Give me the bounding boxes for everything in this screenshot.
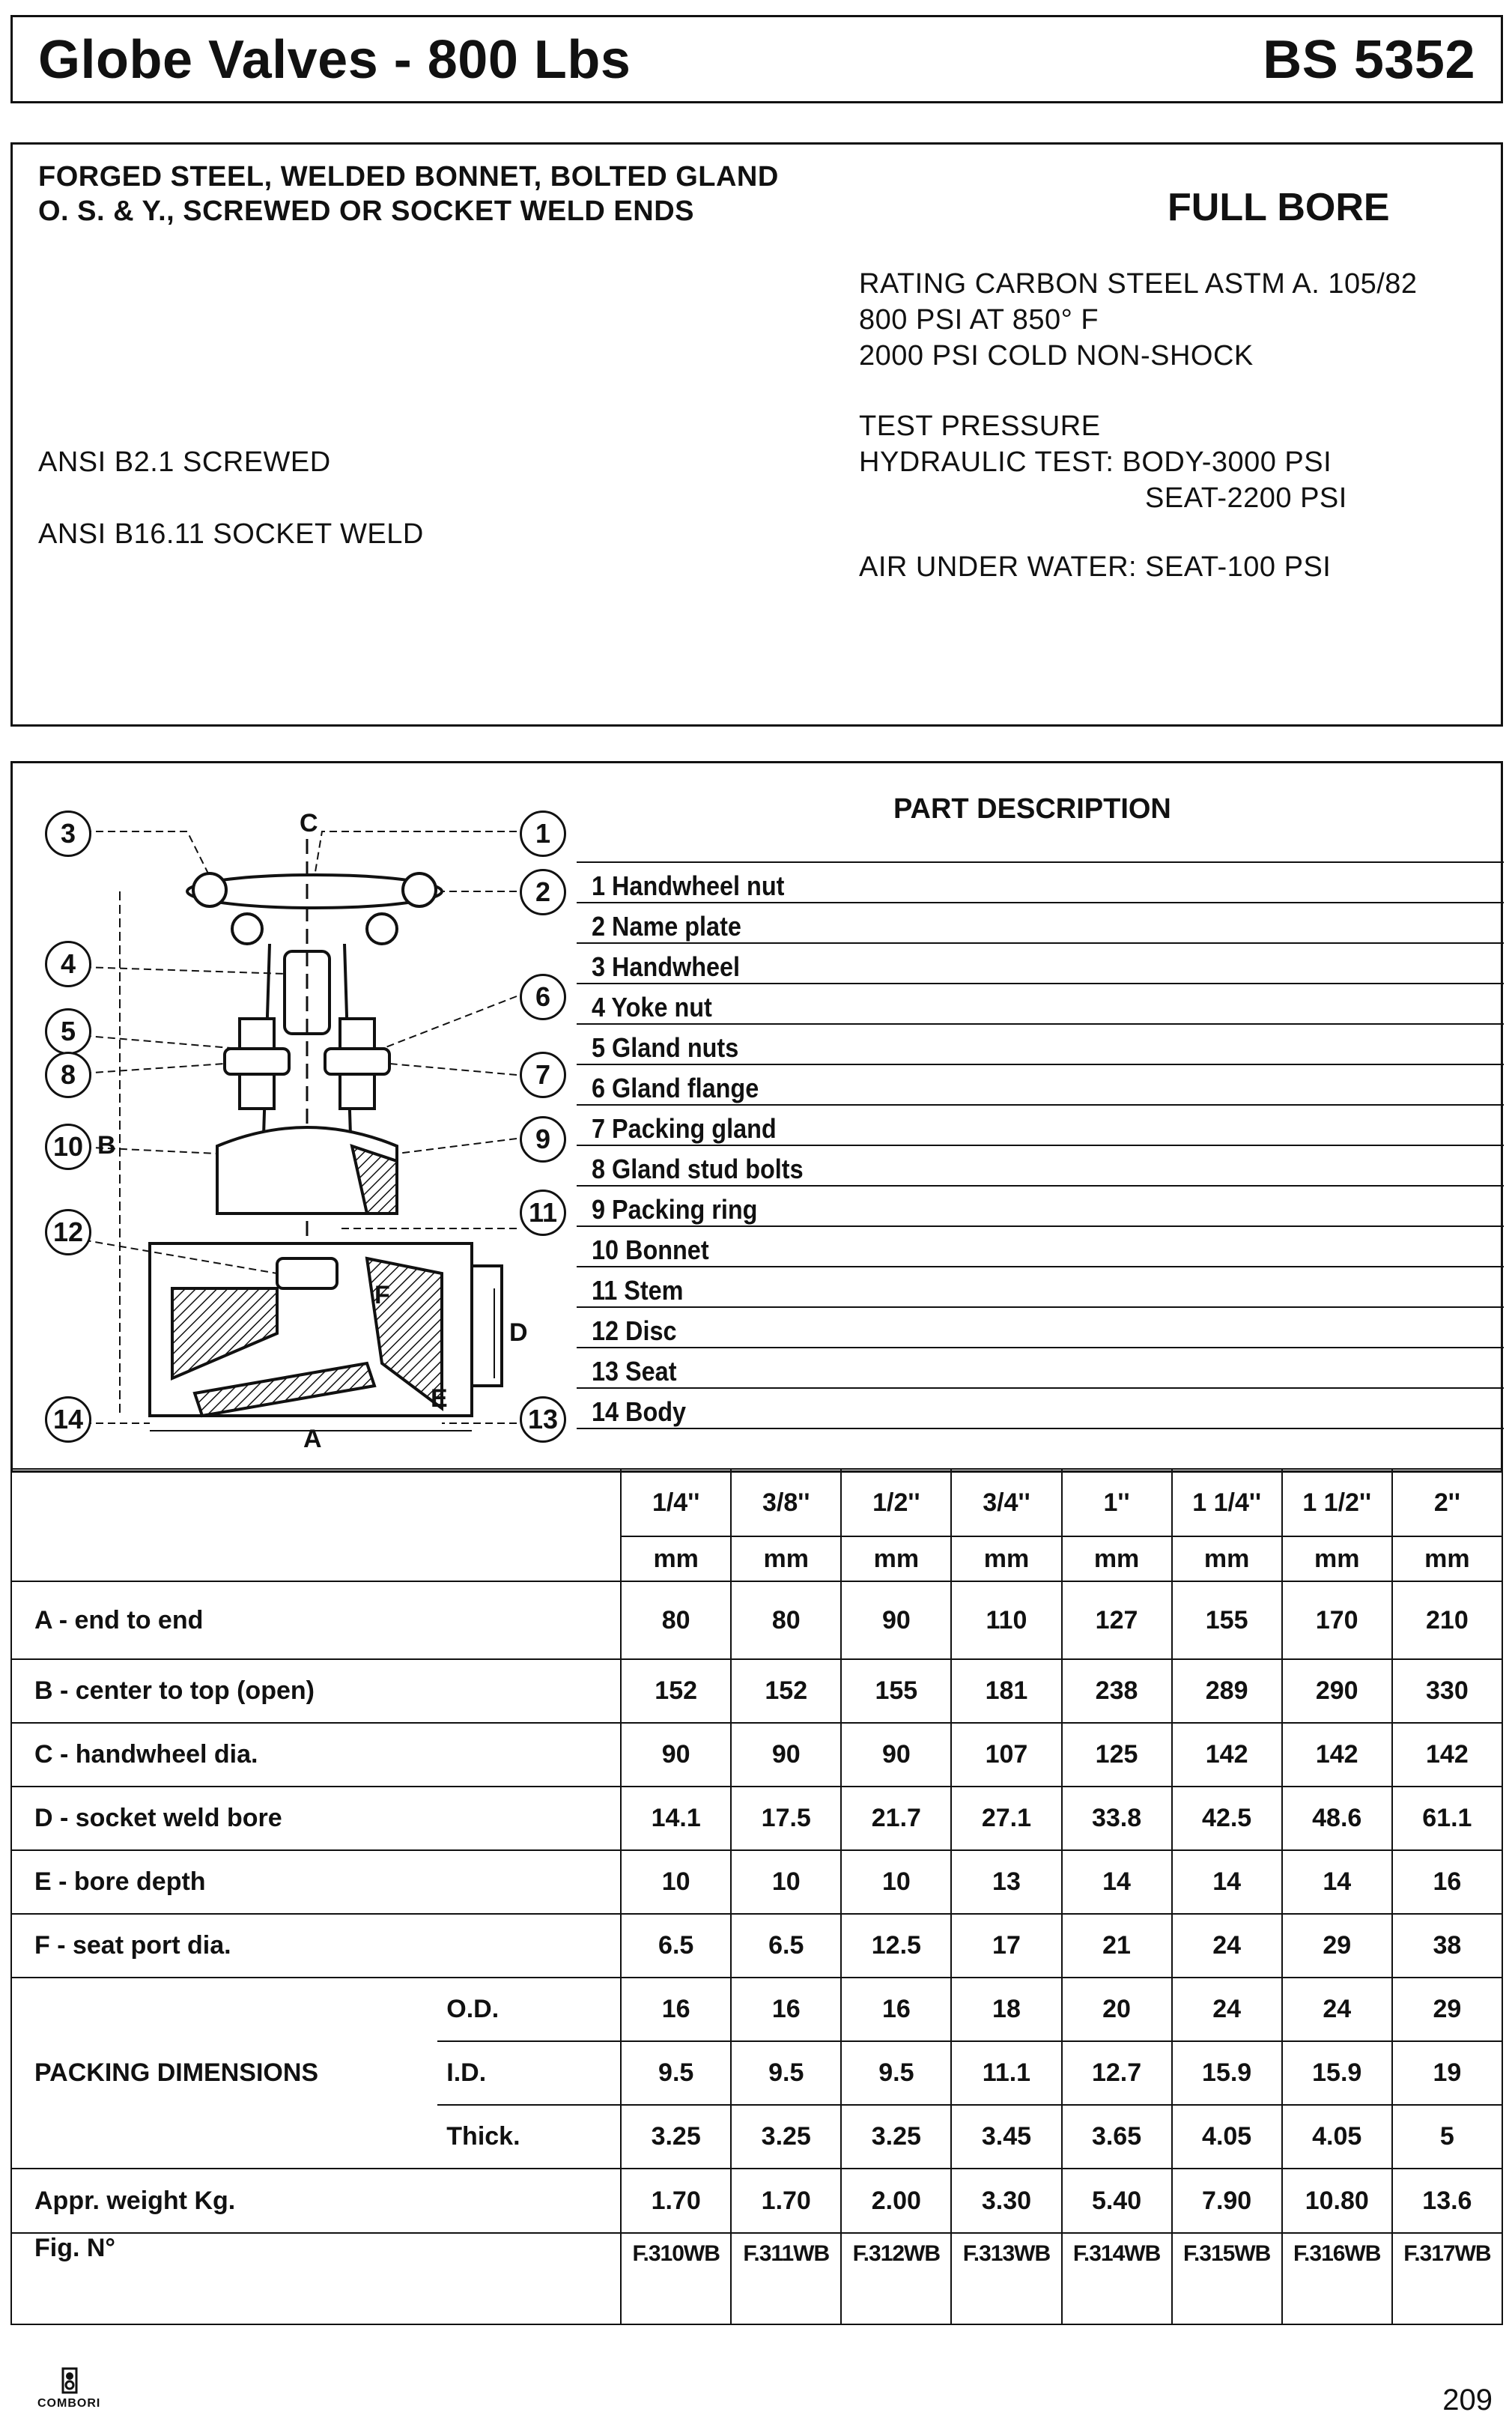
table-row bbox=[11, 1581, 1502, 1659]
part-line bbox=[577, 983, 1504, 984]
part-line bbox=[577, 1306, 1504, 1308]
dim-letter-f: F bbox=[374, 1281, 390, 1309]
value-cell: 142 bbox=[1282, 1723, 1392, 1787]
callout-2: 2 bbox=[520, 869, 566, 915]
value-cell: 125 bbox=[1062, 1723, 1172, 1787]
description-line-1: FORGED STEEL, WELDED BONNET, BOLTED GLAND bbox=[38, 161, 779, 193]
valve-body bbox=[120, 839, 502, 1431]
value-cell: 16 bbox=[1392, 1850, 1502, 1914]
size-header: 1/2'' bbox=[841, 1469, 951, 1536]
value-cell: 6.5 bbox=[621, 1914, 731, 1978]
value-cell: 3.25 bbox=[841, 2105, 951, 2169]
row-label: E - bore depth bbox=[11, 1850, 621, 1914]
part-line bbox=[577, 1145, 1504, 1146]
fig-number: F.316WB bbox=[1282, 2233, 1392, 2324]
value-cell: 24 bbox=[1172, 1978, 1282, 2041]
dim-letter-a: A bbox=[303, 1425, 322, 1453]
part-item: 12 Disc bbox=[592, 1315, 677, 1346]
part-item: 13 Seat bbox=[592, 1356, 677, 1387]
row-label: D - socket weld bore bbox=[11, 1787, 621, 1850]
fig-number: F.315WB bbox=[1172, 2233, 1282, 2324]
value-cell: 289 bbox=[1172, 1659, 1282, 1723]
callout-13: 13 bbox=[520, 1396, 566, 1443]
part-item: 9 Packing ring bbox=[592, 1194, 758, 1225]
table-row bbox=[11, 2169, 1502, 2233]
value-cell: 1.70 bbox=[731, 2169, 841, 2233]
value-cell: 90 bbox=[621, 1723, 731, 1787]
part-item: 7 Packing gland bbox=[592, 1113, 777, 1144]
header-blank bbox=[11, 1469, 621, 1581]
size-header: 3/4'' bbox=[951, 1469, 1061, 1536]
part-line bbox=[577, 1428, 1504, 1429]
value-cell: 170 bbox=[1282, 1581, 1392, 1659]
part-item: 14 Body bbox=[592, 1396, 687, 1427]
value-cell: 1.70 bbox=[621, 2169, 731, 2233]
value-cell: 181 bbox=[951, 1659, 1061, 1723]
part-item: 3 Handwheel bbox=[592, 951, 741, 982]
rating-line-2: 800 PSI AT 850° F bbox=[859, 304, 1099, 336]
value-cell: 4.05 bbox=[1172, 2105, 1282, 2169]
unit-header: mm bbox=[1062, 1536, 1172, 1581]
callout-12: 12 bbox=[45, 1209, 91, 1255]
part-line bbox=[577, 942, 1504, 944]
part-line bbox=[577, 1023, 1504, 1025]
value-cell: 9.5 bbox=[731, 2041, 841, 2105]
part-line bbox=[577, 1347, 1504, 1348]
fig-number: F.314WB bbox=[1062, 2233, 1172, 2324]
value-cell: 110 bbox=[951, 1581, 1061, 1659]
fig-number: F.313WB bbox=[951, 2233, 1061, 2324]
part-line bbox=[577, 1104, 1504, 1106]
value-cell: 20 bbox=[1062, 1978, 1172, 2041]
ansi-socket-weld: ANSI B16.11 SOCKET WELD bbox=[38, 518, 424, 550]
value-cell: 80 bbox=[731, 1581, 841, 1659]
value-cell: 24 bbox=[1282, 1978, 1392, 2041]
value-cell: 3.65 bbox=[1062, 2105, 1172, 2169]
standard-code: BS 5352 bbox=[1263, 30, 1475, 90]
value-cell: 127 bbox=[1062, 1581, 1172, 1659]
value-cell: 155 bbox=[841, 1659, 951, 1723]
value-cell: 9.5 bbox=[621, 2041, 731, 2105]
part-item: 2 Name plate bbox=[592, 911, 741, 942]
callout-11: 11 bbox=[520, 1190, 566, 1236]
part-item: 6 Gland flange bbox=[592, 1073, 759, 1103]
value-cell: 16 bbox=[621, 1978, 731, 2041]
value-cell: 10 bbox=[621, 1850, 731, 1914]
fig-number: F.310WB bbox=[621, 2233, 731, 2324]
value-cell: 12.7 bbox=[1062, 2041, 1172, 2105]
value-cell: 142 bbox=[1172, 1723, 1282, 1787]
value-cell: 13 bbox=[951, 1850, 1061, 1914]
dimension-table bbox=[10, 1468, 1503, 2325]
value-cell: 90 bbox=[841, 1581, 951, 1659]
value-cell: 11.1 bbox=[951, 2041, 1061, 2105]
value-cell: 330 bbox=[1392, 1659, 1502, 1723]
value-cell: 15.9 bbox=[1282, 2041, 1392, 2105]
value-cell: 3.25 bbox=[731, 2105, 841, 2169]
callout-6: 6 bbox=[520, 974, 566, 1020]
table-row bbox=[11, 1850, 1502, 1914]
value-cell: 7.90 bbox=[1172, 2169, 1282, 2233]
test-pressure-title: TEST PRESSURE bbox=[859, 410, 1101, 442]
row-label: C - handwheel dia. bbox=[11, 1723, 621, 1787]
packing-sub-label: I.D. bbox=[437, 2041, 621, 2105]
value-cell: 14 bbox=[1282, 1850, 1392, 1914]
callout-10: 10 bbox=[45, 1124, 91, 1170]
value-cell: 61.1 bbox=[1392, 1787, 1502, 1850]
value-cell: 14 bbox=[1172, 1850, 1282, 1914]
row-label: B - center to top (open) bbox=[11, 1659, 621, 1723]
value-cell: 3.45 bbox=[951, 2105, 1061, 2169]
callout-3: 3 bbox=[45, 810, 91, 857]
value-cell: 6.5 bbox=[731, 1914, 841, 1978]
value-cell: 10.80 bbox=[1282, 2169, 1392, 2233]
value-cell: 5.40 bbox=[1062, 2169, 1172, 2233]
weight-label: Appr. weight Kg. bbox=[11, 2169, 621, 2233]
callout-7: 7 bbox=[520, 1052, 566, 1098]
fig-number: F.311WB bbox=[731, 2233, 841, 2324]
value-cell: 155 bbox=[1172, 1581, 1282, 1659]
part-line bbox=[577, 861, 1504, 863]
dim-letter-e: E bbox=[431, 1384, 448, 1413]
part-item: 10 Bonnet bbox=[592, 1234, 709, 1265]
size-header: 1 1/4'' bbox=[1172, 1469, 1282, 1536]
logo-text: COMBORI bbox=[37, 2397, 101, 2410]
fig-number: F.317WB bbox=[1392, 2233, 1502, 2324]
value-cell: 13.6 bbox=[1392, 2169, 1502, 2233]
callout-5: 5 bbox=[45, 1008, 91, 1055]
fig-number: F.312WB bbox=[841, 2233, 951, 2324]
value-cell: 3.25 bbox=[621, 2105, 731, 2169]
part-line bbox=[577, 1064, 1504, 1065]
size-header: 1 1/2'' bbox=[1282, 1469, 1392, 1536]
company-logo bbox=[37, 2367, 105, 2412]
part-item: 1 Handwheel nut bbox=[592, 870, 785, 901]
callout-8: 8 bbox=[45, 1052, 91, 1098]
table-row bbox=[11, 1978, 1502, 2041]
value-cell: 10 bbox=[731, 1850, 841, 1914]
part-item: 8 Gland stud bolts bbox=[592, 1154, 804, 1184]
callout-1: 1 bbox=[520, 810, 566, 857]
value-cell: 80 bbox=[621, 1581, 731, 1659]
part-line bbox=[577, 1387, 1504, 1389]
value-cell: 27.1 bbox=[951, 1787, 1061, 1850]
unit-header: mm bbox=[1282, 1536, 1392, 1581]
part-item: 5 Gland nuts bbox=[592, 1032, 739, 1063]
callout-4: 4 bbox=[45, 941, 91, 987]
value-cell: 5 bbox=[1392, 2105, 1502, 2169]
value-cell: 4.05 bbox=[1282, 2105, 1392, 2169]
hydraulic-test: HYDRAULIC TEST: BODY-3000 PSI bbox=[859, 446, 1332, 478]
packing-sub-label: Thick. bbox=[437, 2105, 621, 2169]
rating-line-3: 2000 PSI COLD NON-SHOCK bbox=[859, 340, 1254, 372]
callout-9: 9 bbox=[520, 1116, 566, 1163]
value-cell: 90 bbox=[731, 1723, 841, 1787]
table-row bbox=[11, 2233, 1502, 2324]
full-bore-label: FULL BORE bbox=[1168, 186, 1390, 229]
unit-header: mm bbox=[1172, 1536, 1282, 1581]
value-cell: 33.8 bbox=[1062, 1787, 1172, 1850]
value-cell: 48.6 bbox=[1282, 1787, 1392, 1850]
table-row bbox=[11, 1469, 1502, 1536]
table-row bbox=[11, 1659, 1502, 1723]
dim-letter-c: C bbox=[300, 809, 318, 837]
info-box bbox=[10, 142, 1503, 727]
value-cell: 290 bbox=[1282, 1659, 1392, 1723]
value-cell: 238 bbox=[1062, 1659, 1172, 1723]
rating-line-1: RATING CARBON STEEL ASTM A. 105/82 bbox=[859, 268, 1418, 300]
value-cell: 29 bbox=[1282, 1914, 1392, 1978]
table-row bbox=[11, 1914, 1502, 1978]
header-box bbox=[10, 15, 1503, 103]
value-cell: 16 bbox=[731, 1978, 841, 2041]
value-cell: 17.5 bbox=[731, 1787, 841, 1850]
page-title: Globe Valves - 800 Lbs bbox=[38, 30, 631, 90]
unit-header: mm bbox=[1392, 1536, 1502, 1581]
page-number: 209 bbox=[1442, 2384, 1493, 2417]
value-cell: 17 bbox=[951, 1914, 1061, 1978]
value-cell: 152 bbox=[621, 1659, 731, 1723]
fig-label: Fig. N° bbox=[11, 2233, 621, 2324]
unit-header: mm bbox=[731, 1536, 841, 1581]
value-cell: 38 bbox=[1392, 1914, 1502, 1978]
part-line bbox=[577, 902, 1504, 903]
ansi-screwed: ANSI B2.1 SCREWED bbox=[38, 446, 331, 478]
air-under-water: AIR UNDER WATER: SEAT-100 PSI bbox=[859, 551, 1332, 583]
value-cell: 15.9 bbox=[1172, 2041, 1282, 2105]
size-header: 1/4'' bbox=[621, 1469, 731, 1536]
packing-sub-label: O.D. bbox=[437, 1978, 621, 2041]
value-cell: 2.00 bbox=[841, 2169, 951, 2233]
part-item: 4 Yoke nut bbox=[592, 992, 712, 1022]
value-cell: 210 bbox=[1392, 1581, 1502, 1659]
part-line bbox=[577, 1225, 1504, 1227]
table-row bbox=[11, 1723, 1502, 1787]
unit-header: mm bbox=[841, 1536, 951, 1581]
seat-test: SEAT-2200 PSI bbox=[1145, 482, 1347, 514]
value-cell: 16 bbox=[841, 1978, 951, 2041]
description-line-2: O. S. & Y., SCREWED OR SOCKET WELD ENDS bbox=[38, 196, 695, 227]
part-line bbox=[577, 1266, 1504, 1267]
value-cell: 21 bbox=[1062, 1914, 1172, 1978]
value-cell: 12.5 bbox=[841, 1914, 951, 1978]
value-cell: 152 bbox=[731, 1659, 841, 1723]
value-cell: 107 bbox=[951, 1723, 1061, 1787]
valve-diagram bbox=[22, 794, 562, 1453]
value-cell: 10 bbox=[841, 1850, 951, 1914]
callout-14: 14 bbox=[45, 1396, 91, 1443]
table-row bbox=[11, 1787, 1502, 1850]
value-cell: 9.5 bbox=[841, 2041, 951, 2105]
dim-letter-d: D bbox=[509, 1318, 528, 1347]
part-item: 11 Stem bbox=[592, 1275, 684, 1306]
unit-header: mm bbox=[621, 1536, 731, 1581]
size-header: 3/8'' bbox=[731, 1469, 841, 1536]
packing-label: PACKING DIMENSIONS bbox=[11, 1978, 437, 2169]
value-cell: 142 bbox=[1392, 1723, 1502, 1787]
value-cell: 29 bbox=[1392, 1978, 1502, 2041]
dim-letter-b: B bbox=[97, 1131, 116, 1160]
value-cell: 90 bbox=[841, 1723, 951, 1787]
part-line bbox=[577, 1185, 1504, 1187]
size-header: 1'' bbox=[1062, 1469, 1172, 1536]
part-description-heading: PART DESCRIPTION bbox=[893, 793, 1171, 825]
value-cell: 3.30 bbox=[951, 2169, 1061, 2233]
row-label: A - end to end bbox=[11, 1581, 621, 1659]
value-cell: 14 bbox=[1062, 1850, 1172, 1914]
value-cell: 24 bbox=[1172, 1914, 1282, 1978]
value-cell: 14.1 bbox=[621, 1787, 731, 1850]
size-header: 2'' bbox=[1392, 1469, 1502, 1536]
value-cell: 19 bbox=[1392, 2041, 1502, 2105]
row-label: F - seat port dia. bbox=[11, 1914, 621, 1978]
value-cell: 18 bbox=[951, 1978, 1061, 2041]
value-cell: 42.5 bbox=[1172, 1787, 1282, 1850]
value-cell: 21.7 bbox=[841, 1787, 951, 1850]
unit-header: mm bbox=[951, 1536, 1061, 1581]
